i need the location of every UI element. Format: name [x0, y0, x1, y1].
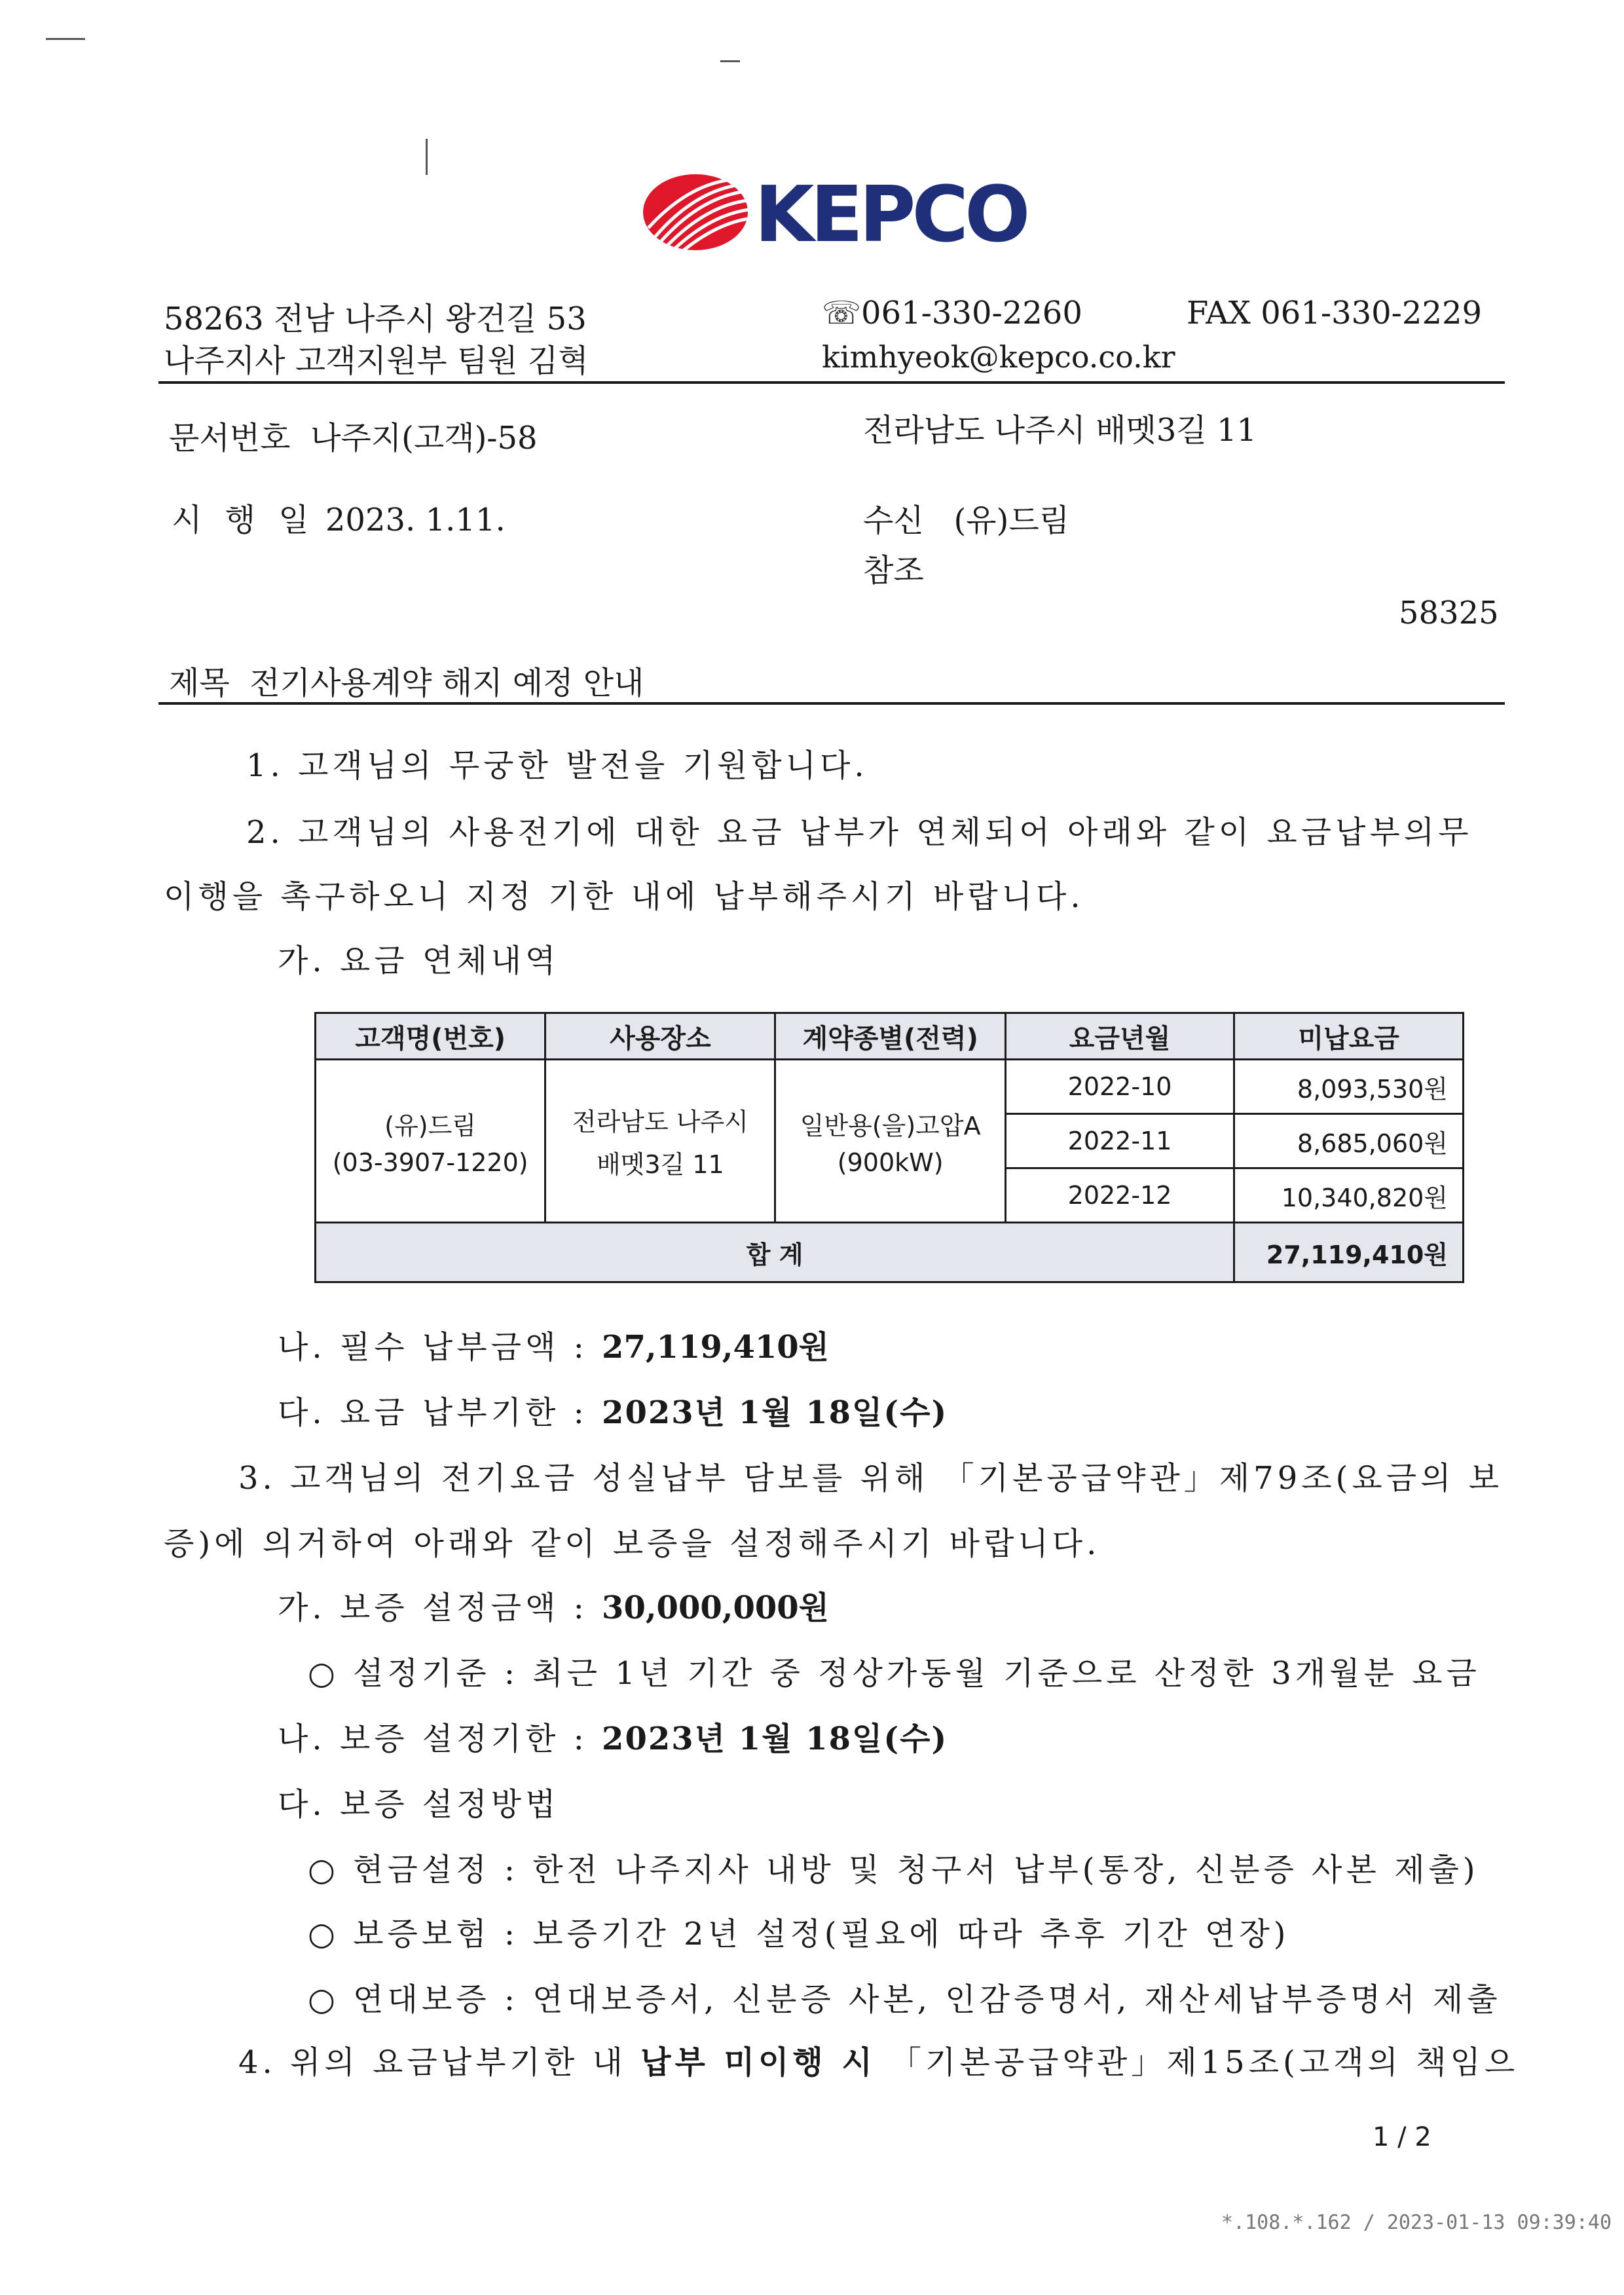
guarantee-deadline-label: 나. 보증 설정기한 : — [278, 1721, 602, 1757]
due-date-value: 2023년 1월 18일(수) — [602, 1394, 948, 1431]
paragraph-2-ga: 가. 요금 연체내역 — [278, 942, 560, 979]
required-amount-value: 27,119,410원 — [602, 1329, 830, 1366]
month-cell: 2022-11 — [1005, 1114, 1234, 1168]
paragraph-3-na — [278, 1713, 948, 1759]
doc-number-label: 문서번호 — [169, 420, 291, 457]
method-cash: ○ 현금설정 : 한전 나주지사 내방 및 청구서 납부(통장, 신분증 사본 제출) — [308, 1852, 1479, 1888]
sender-address: 58263 전남 나주시 왕건길 53 — [164, 301, 587, 337]
method-insurance: ○ 보증보험 : 보증기간 2년 설정(필요에 따라 추후 기간 연장) — [308, 1916, 1290, 1952]
contract-type: 일반용(을)고압A — [800, 1111, 981, 1140]
kepco-swirl-icon — [642, 172, 753, 257]
sender-dept: 나주지사 고객지원부 팀원 김혁 — [164, 343, 589, 379]
recipient-value: (유)드림 — [953, 502, 1070, 539]
guarantee-deadline-value: 2023년 1월 18일(수) — [602, 1721, 948, 1757]
subject-value: 전기사용계약 해지 예정 안내 — [249, 665, 644, 701]
divider-subject — [158, 702, 1505, 705]
page-number: 1 / 2 — [1373, 2122, 1431, 2152]
month-cell: 2022-10 — [1005, 1060, 1234, 1114]
paragraph-2-na — [278, 1322, 829, 1367]
location-line-1: 전라남도 나주시 — [572, 1108, 748, 1136]
sender-fax: FAX 061-330-2229 — [1187, 295, 1483, 331]
customer-name: (유)드림 — [384, 1111, 477, 1140]
paragraph-1: 1. 고객님의 무궁한 발전을 기원합니다. — [246, 747, 868, 784]
paragraph-3-ga — [278, 1582, 829, 1628]
divider-top — [158, 381, 1505, 384]
guarantee-amount-value: 30,000,000원 — [602, 1590, 830, 1626]
subject-label: 제목 — [169, 665, 230, 701]
paragraph-3a: 3. 고객님의 전기요금 성실납부 담보를 위해 「기본공급약관」제79조(요금의 보 — [238, 1460, 1504, 1497]
sender-phone: ☏061-330-2260 — [822, 295, 1082, 331]
contract-power: (900kW) — [837, 1148, 944, 1177]
total-amount: 27,119,410원 — [1234, 1223, 1464, 1282]
table-total-row — [316, 1223, 1464, 1282]
paragraph-2a: 2. 고객님의 사용전기에 대한 요금 납부가 연체되어 아래와 같이 요금납부의무 — [246, 814, 1473, 851]
recipient-label: 수신 — [863, 502, 924, 539]
table-header: 미납요금 — [1234, 1013, 1464, 1060]
kepco-logo — [642, 169, 1061, 259]
contract-cell — [775, 1060, 1005, 1223]
overdue-table — [314, 1012, 1464, 1283]
location-cell — [545, 1060, 775, 1223]
recipient — [863, 495, 1069, 540]
amount-cell: 8,685,060원 — [1234, 1114, 1464, 1168]
customer-cell — [316, 1060, 545, 1223]
sender-email: kimhyeok@kepco.co.kr — [822, 339, 1175, 375]
paragraph-3-da: 다. 보증 설정방법 — [278, 1786, 560, 1823]
table-header: 요금년월 — [1005, 1013, 1234, 1060]
reference-label: 참조 — [863, 552, 924, 589]
print-stamp: *.108.*.162 / 2023-01-13 09:39:40 — [1221, 2211, 1612, 2234]
doc-number-value: 나주지(고객)-58 — [310, 420, 538, 457]
guarantee-basis: ○ 설정기준 : 최근 1년 기간 중 정상가동월 기준으로 산정한 3개월분 요금 — [308, 1655, 1481, 1692]
paragraph-4-pre: 4. 위의 요금납부기한 내 — [238, 2044, 641, 2081]
table-header: 계약종별(전력) — [775, 1013, 1005, 1060]
method-joint: ○ 연대보증 : 연대보증서, 신분증 사본, 인감증명서, 재산세납부증명서 제출 — [308, 1981, 1502, 2018]
amount-cell: 8,093,530원 — [1234, 1060, 1464, 1114]
doc-date — [172, 494, 506, 540]
table-header: 고객명(번호) — [316, 1013, 545, 1060]
table-row — [316, 1060, 1464, 1114]
table-header-row — [316, 1013, 1464, 1060]
scan-mark — [720, 60, 740, 62]
paragraph-4 — [238, 2037, 1519, 2082]
total-label: 합 계 — [316, 1223, 1234, 1282]
subject — [169, 658, 644, 703]
location-line-2: 배멧3길 11 — [597, 1150, 724, 1179]
recipient-zip: 58325 — [1399, 595, 1499, 631]
paragraph-2b: 이행을 촉구하오니 지정 기한 내에 납부해주시기 바랍니다. — [164, 878, 1084, 915]
paragraph-3b: 증)에 의거하여 아래와 같이 보증을 설정해주시기 바랍니다. — [164, 1525, 1101, 1562]
due-date-label: 다. 요금 납부기한 : — [278, 1394, 602, 1431]
paragraph-4-post: 「기본공급약관」제15조(고객의 책임으 — [876, 2044, 1519, 2081]
month-cell: 2022-12 — [1005, 1168, 1234, 1223]
scan-mark — [426, 139, 428, 175]
amount-cell: 10,340,820원 — [1234, 1168, 1464, 1223]
paragraph-4-bold: 납부 미이행 시 — [640, 2044, 876, 2081]
logo-wordmark: KEPCO — [754, 169, 1027, 259]
table-header: 사용장소 — [545, 1013, 775, 1060]
doc-date-value: 2023. 1.11. — [325, 502, 506, 538]
doc-number — [169, 413, 538, 458]
recipient-address: 전라남도 나주시 배멧3길 11 — [863, 412, 1257, 449]
paragraph-2-da — [278, 1387, 948, 1432]
scan-mark — [46, 38, 85, 40]
customer-number: (03-3907-1220) — [332, 1148, 528, 1177]
guarantee-amount-label: 가. 보증 설정금액 : — [278, 1590, 602, 1626]
required-amount-label: 나. 필수 납부금액 : — [278, 1329, 602, 1366]
doc-date-label: 시 행 일 — [172, 502, 316, 538]
